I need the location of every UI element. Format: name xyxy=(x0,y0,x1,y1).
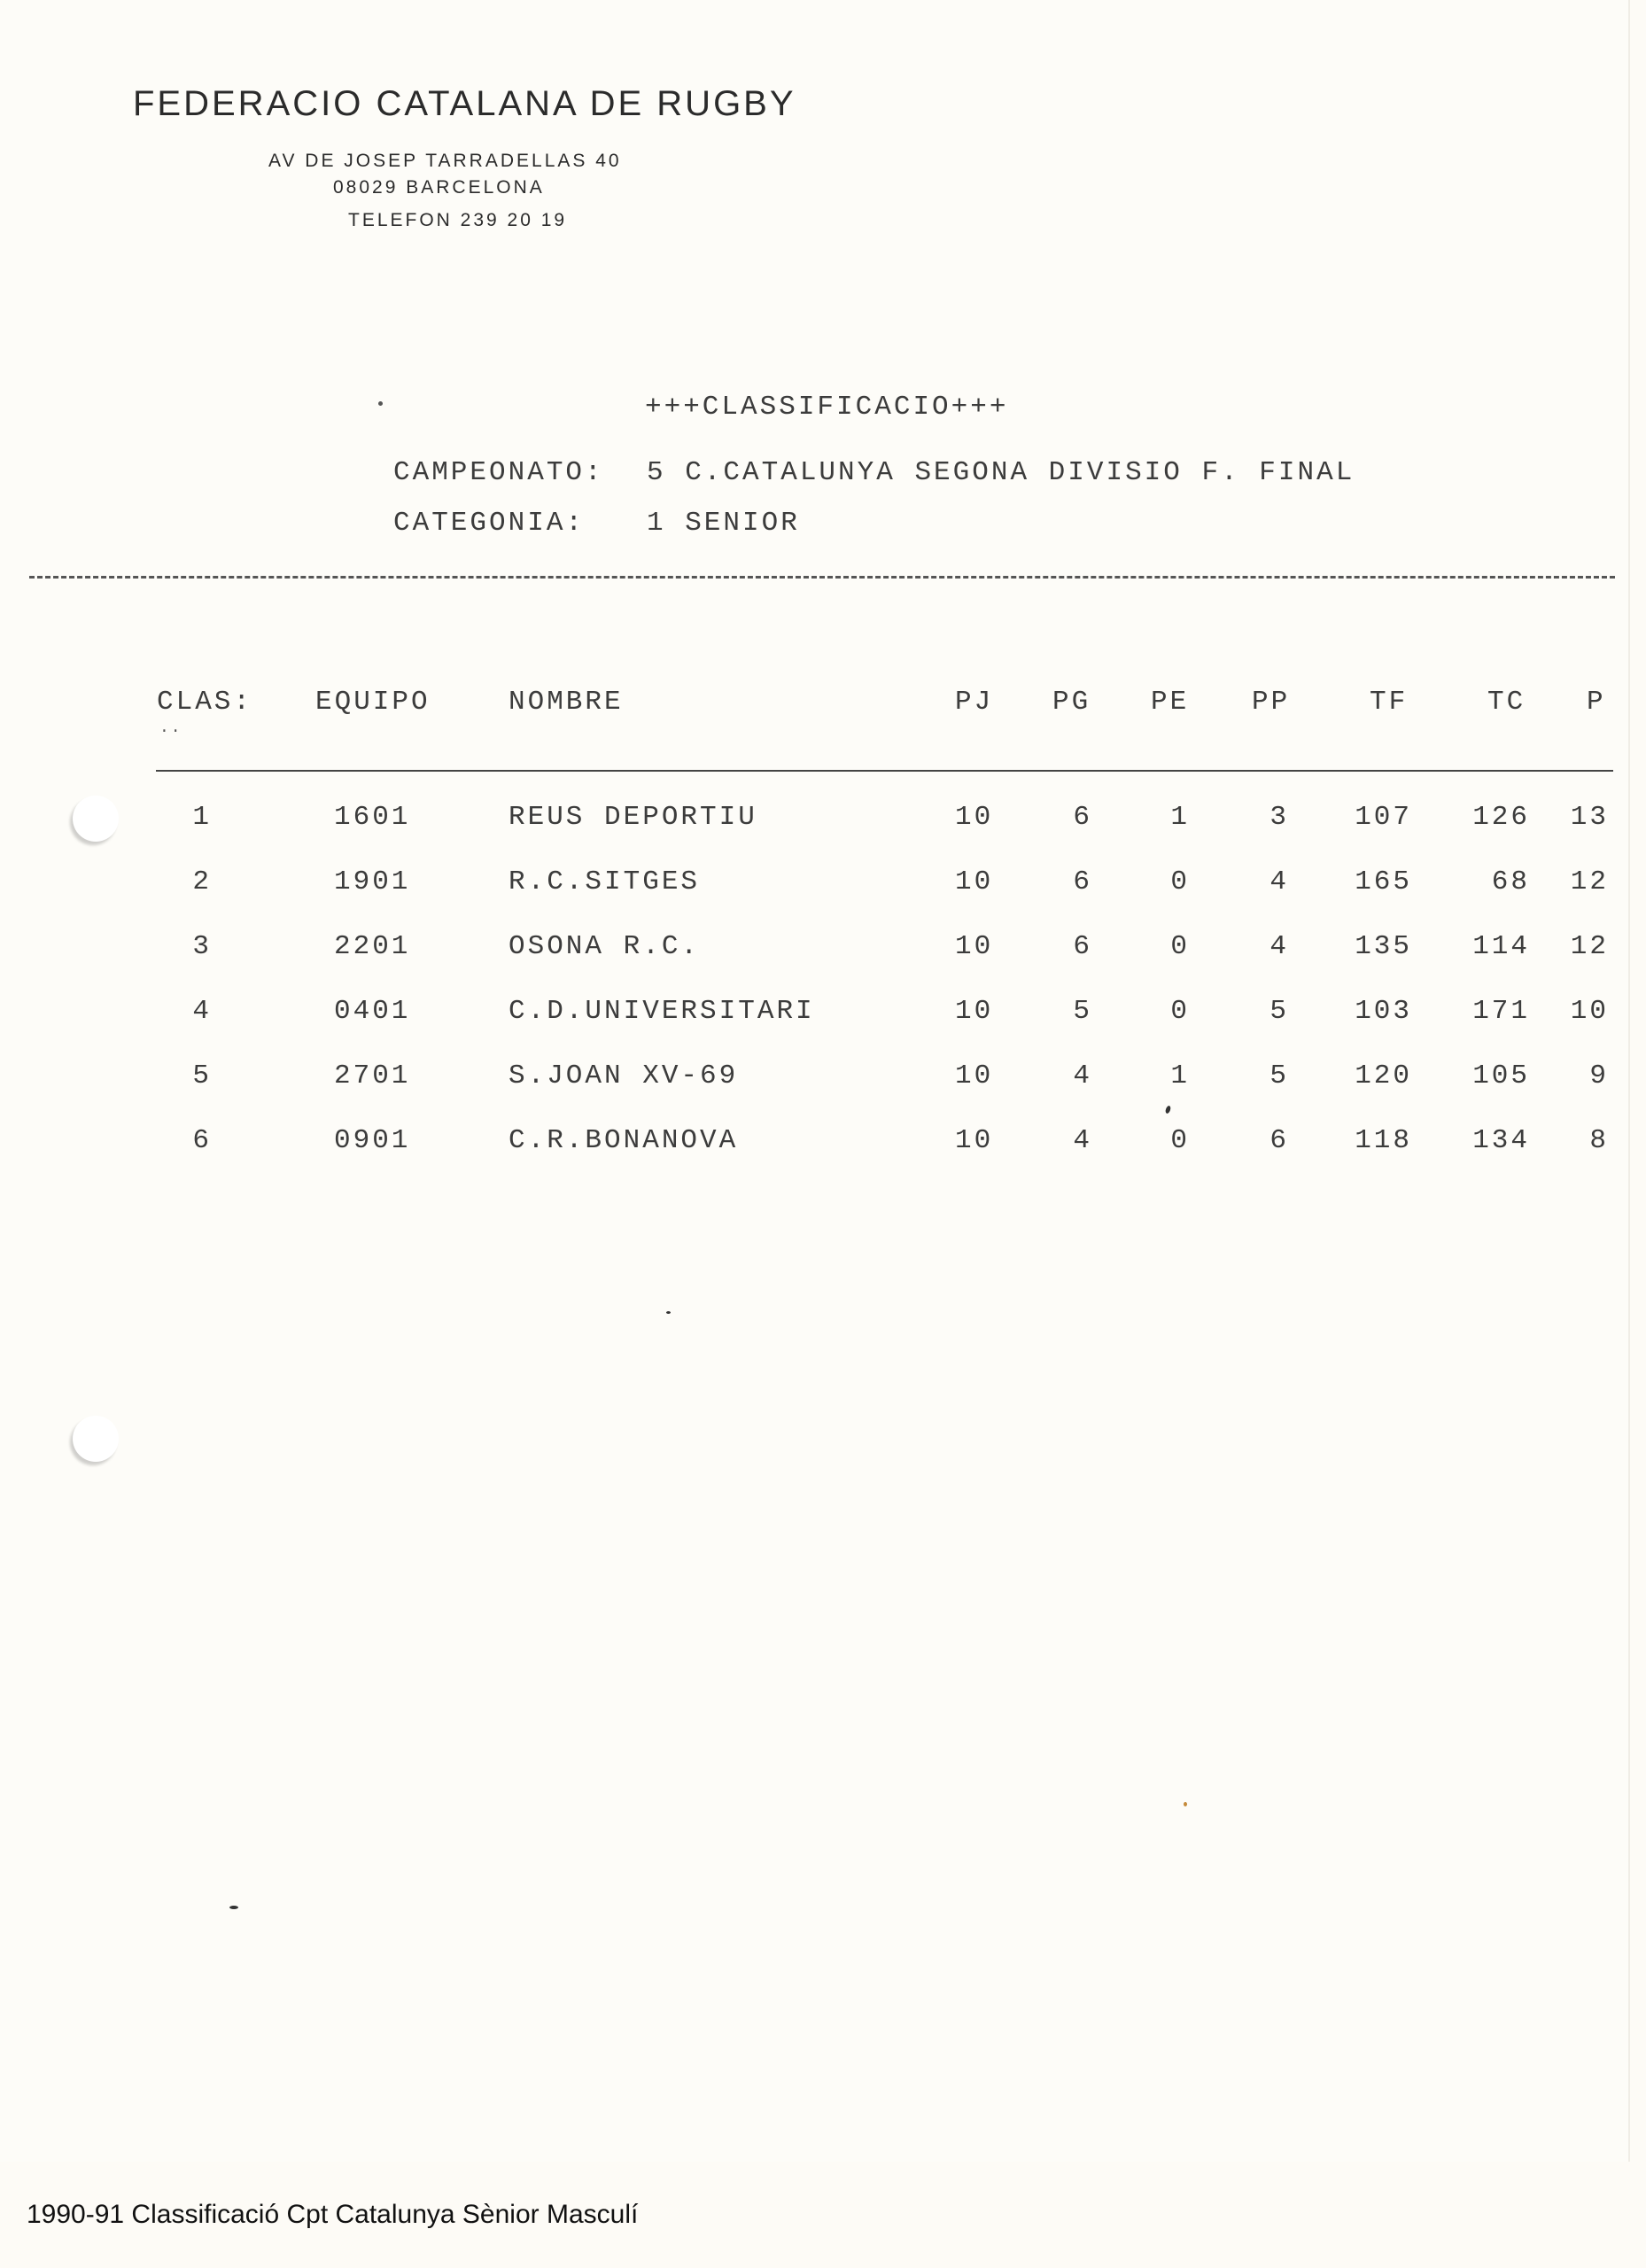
cell-p: 8 xyxy=(1589,1125,1609,1156)
cell-p: 13 xyxy=(1570,802,1609,833)
cell-equipo: 2701 xyxy=(334,1060,411,1091)
cell-equipo: 0401 xyxy=(334,996,411,1027)
organization-name: FEDERACIO CATALANA DE RUGBY xyxy=(133,84,796,123)
punch-hole-bottom xyxy=(73,1416,119,1462)
ink-speck xyxy=(666,1311,671,1314)
cell-tf: 120 xyxy=(1355,1060,1412,1091)
cell-nombre: C.D.UNIVERSITARI xyxy=(509,996,815,1027)
cell-clas: 4 xyxy=(192,996,212,1027)
cell-nombre: C.R.BONANOVA xyxy=(509,1125,739,1156)
header-tc: TC xyxy=(1487,687,1526,718)
cell-clas: 6 xyxy=(192,1125,212,1156)
cell-p: 10 xyxy=(1570,996,1609,1027)
cell-pp: 4 xyxy=(1269,866,1289,897)
cell-pj: 10 xyxy=(955,866,994,897)
cell-p: 12 xyxy=(1570,866,1609,897)
championship-label: CAMPEONATO: xyxy=(393,457,604,488)
cell-p: 9 xyxy=(1589,1060,1609,1091)
cell-equipo: 0901 xyxy=(334,1125,411,1156)
cell-clas: 3 xyxy=(192,931,212,962)
cell-pp: 5 xyxy=(1269,996,1289,1027)
cell-pe: 0 xyxy=(1170,996,1190,1027)
header-pp: PP xyxy=(1252,687,1291,718)
header-p: P xyxy=(1587,687,1606,718)
cell-nombre: OSONA R.C. xyxy=(509,931,701,962)
punch-hole-top xyxy=(73,796,119,842)
cell-pg: 6 xyxy=(1073,931,1092,962)
cell-pe: 0 xyxy=(1170,866,1190,897)
cell-tc: 105 xyxy=(1472,1060,1530,1091)
ink-dot xyxy=(378,401,383,406)
cell-pe: 0 xyxy=(1170,1125,1190,1156)
organization-city: 08029 BARCELONA xyxy=(333,177,545,198)
header-pg: PG xyxy=(1052,687,1091,718)
cell-tc: 126 xyxy=(1472,802,1530,833)
image-caption: 1990-91 Classificació Cpt Catalunya Sènior Masculí xyxy=(27,2200,639,2229)
cell-nombre: S.JOAN XV-69 xyxy=(509,1060,739,1091)
cell-clas: 1 xyxy=(192,802,212,833)
cell-pj: 10 xyxy=(955,996,994,1027)
organization-address: AV DE JOSEP TARRADELLAS 40 xyxy=(268,151,622,171)
cell-pe: 1 xyxy=(1170,1060,1190,1091)
cell-pg: 6 xyxy=(1073,866,1092,897)
cell-pj: 10 xyxy=(955,931,994,962)
cell-pp: 3 xyxy=(1269,802,1289,833)
cell-pe: 0 xyxy=(1170,931,1190,962)
dashed-separator xyxy=(29,576,1615,579)
cell-equipo: 2201 xyxy=(334,931,411,962)
championship-value: 5 C.CATALUNYA SEGONA DIVISIO F. FINAL xyxy=(647,457,1355,488)
cell-pp: 4 xyxy=(1269,931,1289,962)
cell-equipo: 1601 xyxy=(334,802,411,833)
cell-pp: 6 xyxy=(1269,1125,1289,1156)
cell-tf: 165 xyxy=(1355,866,1412,897)
header-nombre: NOMBRE xyxy=(509,687,624,718)
cell-p: 12 xyxy=(1570,931,1609,962)
cell-tf: 103 xyxy=(1355,996,1412,1027)
header-tf: TF xyxy=(1370,687,1409,718)
category-value: 1 SENIOR xyxy=(647,508,800,539)
organization-phone: TELEFON 239 20 19 xyxy=(348,210,568,230)
cell-pe: 1 xyxy=(1170,802,1190,833)
cell-tf: 107 xyxy=(1355,802,1412,833)
cell-pg: 4 xyxy=(1073,1060,1092,1091)
cell-pg: 5 xyxy=(1073,996,1092,1027)
cell-tc: 171 xyxy=(1472,996,1530,1027)
cell-nombre: REUS DEPORTIU xyxy=(509,802,757,833)
cell-tf: 118 xyxy=(1355,1125,1412,1156)
header-clas-continuation: .. xyxy=(159,719,182,737)
cell-clas: 2 xyxy=(192,866,212,897)
report-title: +++CLASSIFICACIO+++ xyxy=(645,392,1009,423)
cell-pp: 5 xyxy=(1269,1060,1289,1091)
header-pe: PE xyxy=(1151,687,1190,718)
cell-pj: 10 xyxy=(955,1060,994,1091)
header-equipo: EQUIPO xyxy=(315,687,431,718)
header-clas: CLAS: xyxy=(157,687,253,718)
cell-clas: 5 xyxy=(192,1060,212,1091)
category-label: CATEGONIA: xyxy=(393,508,586,539)
cell-pg: 6 xyxy=(1073,802,1092,833)
letterhead xyxy=(133,84,796,230)
cell-equipo: 1901 xyxy=(334,866,411,897)
cell-tf: 135 xyxy=(1355,931,1412,962)
cell-pg: 4 xyxy=(1073,1125,1092,1156)
header-rule xyxy=(156,770,1613,772)
ink-speck xyxy=(1184,1802,1187,1806)
ink-speck xyxy=(229,1906,238,1909)
cell-tc: 68 xyxy=(1491,866,1530,897)
cell-pj: 10 xyxy=(955,802,994,833)
cell-tc: 134 xyxy=(1472,1125,1530,1156)
cell-pj: 10 xyxy=(955,1125,994,1156)
cell-nombre: R.C.SITGES xyxy=(509,866,701,897)
cell-tc: 114 xyxy=(1472,931,1530,962)
header-pj: PJ xyxy=(955,687,994,718)
